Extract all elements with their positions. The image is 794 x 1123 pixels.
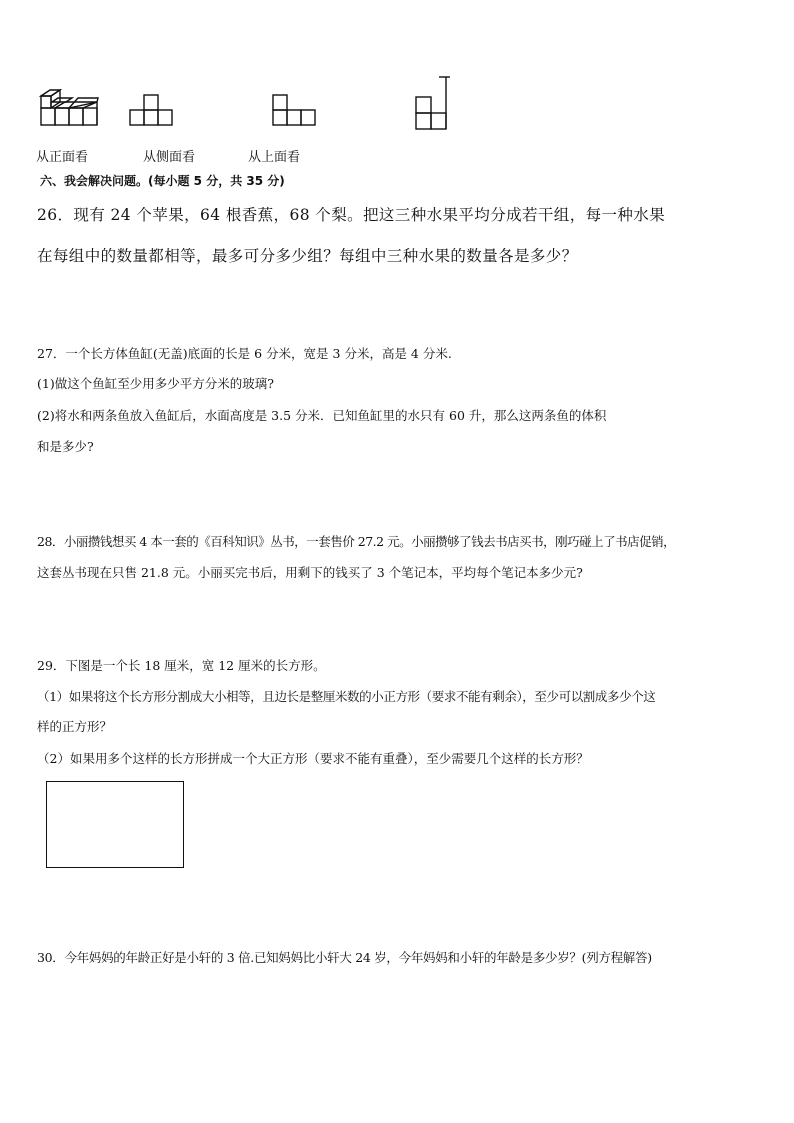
q27-line3: (2)将水和两条鱼放入鱼缸后，水面高度是 3.5 分米．已知鱼缸里的水只有 60 升，那么这两条鱼的体积 — [37, 408, 607, 423]
q29-line2: （1）如果将这个长方形分割成大小相等，且边长是整厘米数的小正方形（要求不能有剩余），至少可以割成多少个这 — [37, 689, 656, 704]
q27-line2: (1)做这个鱼缸至少用多少平方分米的玻璃? — [37, 376, 274, 391]
front-view-figure — [129, 93, 177, 127]
view-label-side: 从侧面看 — [143, 150, 196, 165]
q29-line3: 样的正方形？ — [37, 719, 113, 734]
q29-line4: （2）如果用多个这样的长方形拼成一个大正方形（要求不能有重叠），至少需要几个这样的长方形？ — [37, 751, 589, 766]
q26-line2: 在每组中的数量都相等，最多可分多少组？每组中三种水果的数量各是多少？ — [37, 247, 578, 265]
section-title: 六、我会解决问题。(每小题 5 分，共 35 分) — [40, 174, 285, 188]
q29-line1: 29．下图是一个长 18 厘米，宽 12 厘米的长方形。 — [37, 658, 326, 673]
q28-line2: 这套丛书现在只售 21.8 元。小丽买完书后，用剩下的钱买了 3 个笔记本，平均每个笔记本多少元? — [37, 565, 583, 580]
view-label-front: 从正面看 — [36, 150, 89, 165]
side-view-figure — [272, 93, 320, 127]
q30-line1: 30．今年妈妈的年龄正好是小轩的 3 倍.已知妈妈比小轩大 24 岁，今年妈妈和小轩的年龄是多少岁？(列方程解答) — [37, 950, 652, 965]
q26-line1: 26．现有 24 个苹果，64 根香蕉，68 个梨。把这三种水果平均分成若干组，每一种水果 — [37, 206, 666, 224]
rectangle-diagram — [46, 781, 184, 868]
q27-line1: 27．一个长方体鱼缸(无盖)底面的长是 6 分米，宽是 3 分米，高是 4 分米. — [37, 346, 452, 361]
view-label-top: 从上面看 — [248, 150, 301, 165]
top-view-figure — [413, 74, 451, 132]
cube-stack-figure — [38, 88, 100, 128]
q27-line4: 和是多少? — [37, 439, 94, 454]
q28-line1: 28．小丽攒钱想买 4 本一套的《百科知识》丛书，一套售价 27.2 元。小丽攒够了钱去书店买书，刚巧碰上了书店促销， — [37, 534, 676, 549]
